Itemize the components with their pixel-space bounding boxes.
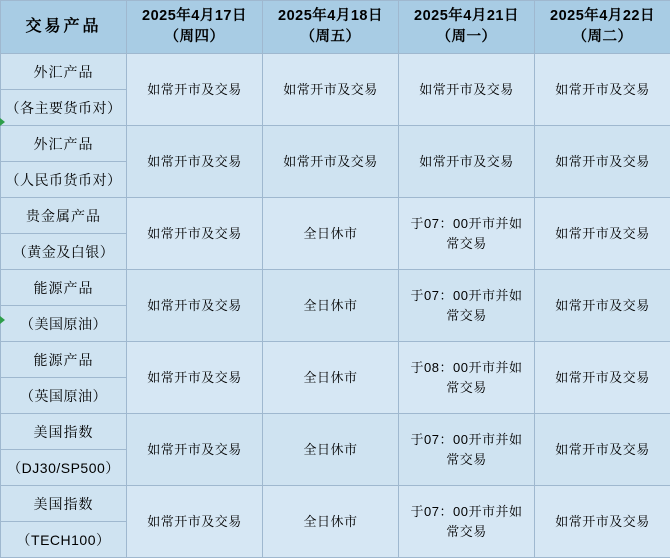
cell-r1-c0 xyxy=(127,126,263,198)
product-name-5-line1: 美国指数 xyxy=(1,414,127,450)
cell-r4-c3 xyxy=(535,342,670,414)
header-date-3-weekday: （周二） xyxy=(535,27,670,48)
bullet-marker-icon xyxy=(0,118,5,126)
cell-r5-c3 xyxy=(535,414,670,486)
header-date-0-weekday: （周四） xyxy=(127,27,262,48)
cell-r2-c1-line1: 全日休市 xyxy=(263,224,398,244)
product-name-1-line2: （人民币货币对） xyxy=(1,162,127,198)
product-name-1-line1: 外汇产品 xyxy=(1,126,127,162)
product-name-6-line2: （TECH100） xyxy=(1,522,127,558)
cell-r5-c3-line1: 如常开市及交易 xyxy=(535,440,670,460)
product-name-0-line2: （各主要货币对） xyxy=(1,90,127,126)
cell-r1-c0-line1: 如常开市及交易 xyxy=(127,152,262,172)
cell-r5-c1-line1: 全日休市 xyxy=(263,440,398,460)
cell-r4-c0-line1: 如常开市及交易 xyxy=(127,368,262,388)
cell-r0-c3-line1: 如常开市及交易 xyxy=(535,80,670,100)
cell-r3-c1 xyxy=(263,270,399,342)
header-date-2-weekday: （周一） xyxy=(399,27,534,48)
cell-r2-c2 xyxy=(399,198,535,270)
cell-r5-c2-line1: 于07：00开市并如 xyxy=(399,430,534,450)
header-date-1 xyxy=(263,1,399,54)
product-name-3-line2: （美国原油） xyxy=(1,306,127,342)
cell-r1-c2-line1: 如常开市及交易 xyxy=(399,152,534,172)
cell-r2-c2-line2: 常交易 xyxy=(399,234,534,254)
cell-r1-c3-line1: 如常开市及交易 xyxy=(535,152,670,172)
header-date-1-date: 2025年4月18日 xyxy=(278,8,383,24)
table-row xyxy=(1,414,670,450)
cell-r4-c1 xyxy=(263,342,399,414)
table-row xyxy=(1,270,670,306)
table-row xyxy=(1,486,670,522)
header-date-2 xyxy=(399,1,535,54)
bullet-marker-icon xyxy=(0,316,5,324)
cell-r4-c2-line2: 常交易 xyxy=(399,378,534,398)
cell-r2-c2-line1: 于07：00开市并如 xyxy=(399,214,534,234)
cell-r6-c2-line2: 常交易 xyxy=(399,522,534,542)
cell-r0-c3 xyxy=(535,54,670,126)
cell-r0-c0 xyxy=(127,54,263,126)
cell-r6-c3-line1: 如常开市及交易 xyxy=(535,512,670,532)
cell-r1-c1 xyxy=(263,126,399,198)
cell-r6-c0 xyxy=(127,486,263,558)
cell-r3-c2-line1: 于07：00开市并如 xyxy=(399,286,534,306)
header-product-label-text: 交易产品 xyxy=(25,18,101,35)
header-product-label xyxy=(1,1,127,54)
product-name-2-line2: （黄金及白银） xyxy=(1,234,127,270)
cell-r5-c1 xyxy=(263,414,399,486)
cell-r4-c3-line1: 如常开市及交易 xyxy=(535,368,670,388)
product-name-6-line1: 美国指数 xyxy=(1,486,127,522)
header-date-3-date: 2025年4月22日 xyxy=(550,8,655,24)
header-date-0 xyxy=(127,1,263,54)
cell-r4-c1-line1: 全日休市 xyxy=(263,368,398,388)
cell-r3-c3 xyxy=(535,270,670,342)
cell-r2-c3-line1: 如常开市及交易 xyxy=(535,224,670,244)
cell-r2-c1 xyxy=(263,198,399,270)
product-name-4-line1: 能源产品 xyxy=(1,342,127,378)
product-name-0-line1: 外汇产品 xyxy=(1,54,127,90)
cell-r6-c2-line1: 于07：00开市并如 xyxy=(399,502,534,522)
cell-r0-c1 xyxy=(263,54,399,126)
cell-r1-c1-line1: 如常开市及交易 xyxy=(263,152,398,172)
cell-r6-c0-line1: 如常开市及交易 xyxy=(127,512,262,532)
cell-r0-c0-line1: 如常开市及交易 xyxy=(127,80,262,100)
cell-r3-c2 xyxy=(399,270,535,342)
cell-r3-c3-line1: 如常开市及交易 xyxy=(535,296,670,316)
cell-r3-c0 xyxy=(127,270,263,342)
cell-r0-c1-line1: 如常开市及交易 xyxy=(263,80,398,100)
cell-r6-c2 xyxy=(399,486,535,558)
product-name-2-line1: 贵金属产品 xyxy=(1,198,127,234)
cell-r2-c0-line1: 如常开市及交易 xyxy=(127,224,262,244)
product-name-5-line2: （DJ30/SP500） xyxy=(1,450,127,486)
header-date-0-date: 2025年4月17日 xyxy=(142,8,247,24)
product-name-4-line2: （英国原油） xyxy=(1,378,127,414)
cell-r2-c0 xyxy=(127,198,263,270)
cell-r1-c3 xyxy=(535,126,670,198)
cell-r3-c2-line2: 常交易 xyxy=(399,306,534,326)
cell-r4-c2 xyxy=(399,342,535,414)
cell-r1-c2 xyxy=(399,126,535,198)
cell-r5-c0 xyxy=(127,414,263,486)
table-row xyxy=(1,54,670,90)
cell-r3-c0-line1: 如常开市及交易 xyxy=(127,296,262,316)
header-date-1-weekday: （周五） xyxy=(263,27,398,48)
cell-r6-c1-line1: 全日休市 xyxy=(263,512,398,532)
cell-r5-c0-line1: 如常开市及交易 xyxy=(127,440,262,460)
cell-r3-c1-line1: 全日休市 xyxy=(263,296,398,316)
cell-r0-c2-line1: 如常开市及交易 xyxy=(399,80,534,100)
cell-r2-c3 xyxy=(535,198,670,270)
header-date-3 xyxy=(535,1,670,54)
table-row xyxy=(1,198,670,234)
cell-r4-c0 xyxy=(127,342,263,414)
cell-r0-c2 xyxy=(399,54,535,126)
header-date-2-date: 2025年4月21日 xyxy=(414,8,519,24)
table-header-row xyxy=(1,1,670,54)
cell-r4-c2-line1: 于08：00开市并如 xyxy=(399,358,534,378)
table-row xyxy=(1,342,670,378)
cell-r6-c3 xyxy=(535,486,670,558)
cell-r5-c2-line2: 常交易 xyxy=(399,450,534,470)
cell-r5-c2 xyxy=(399,414,535,486)
cell-r6-c1 xyxy=(263,486,399,558)
product-name-3-line1: 能源产品 xyxy=(1,270,127,306)
table-row xyxy=(1,126,670,162)
